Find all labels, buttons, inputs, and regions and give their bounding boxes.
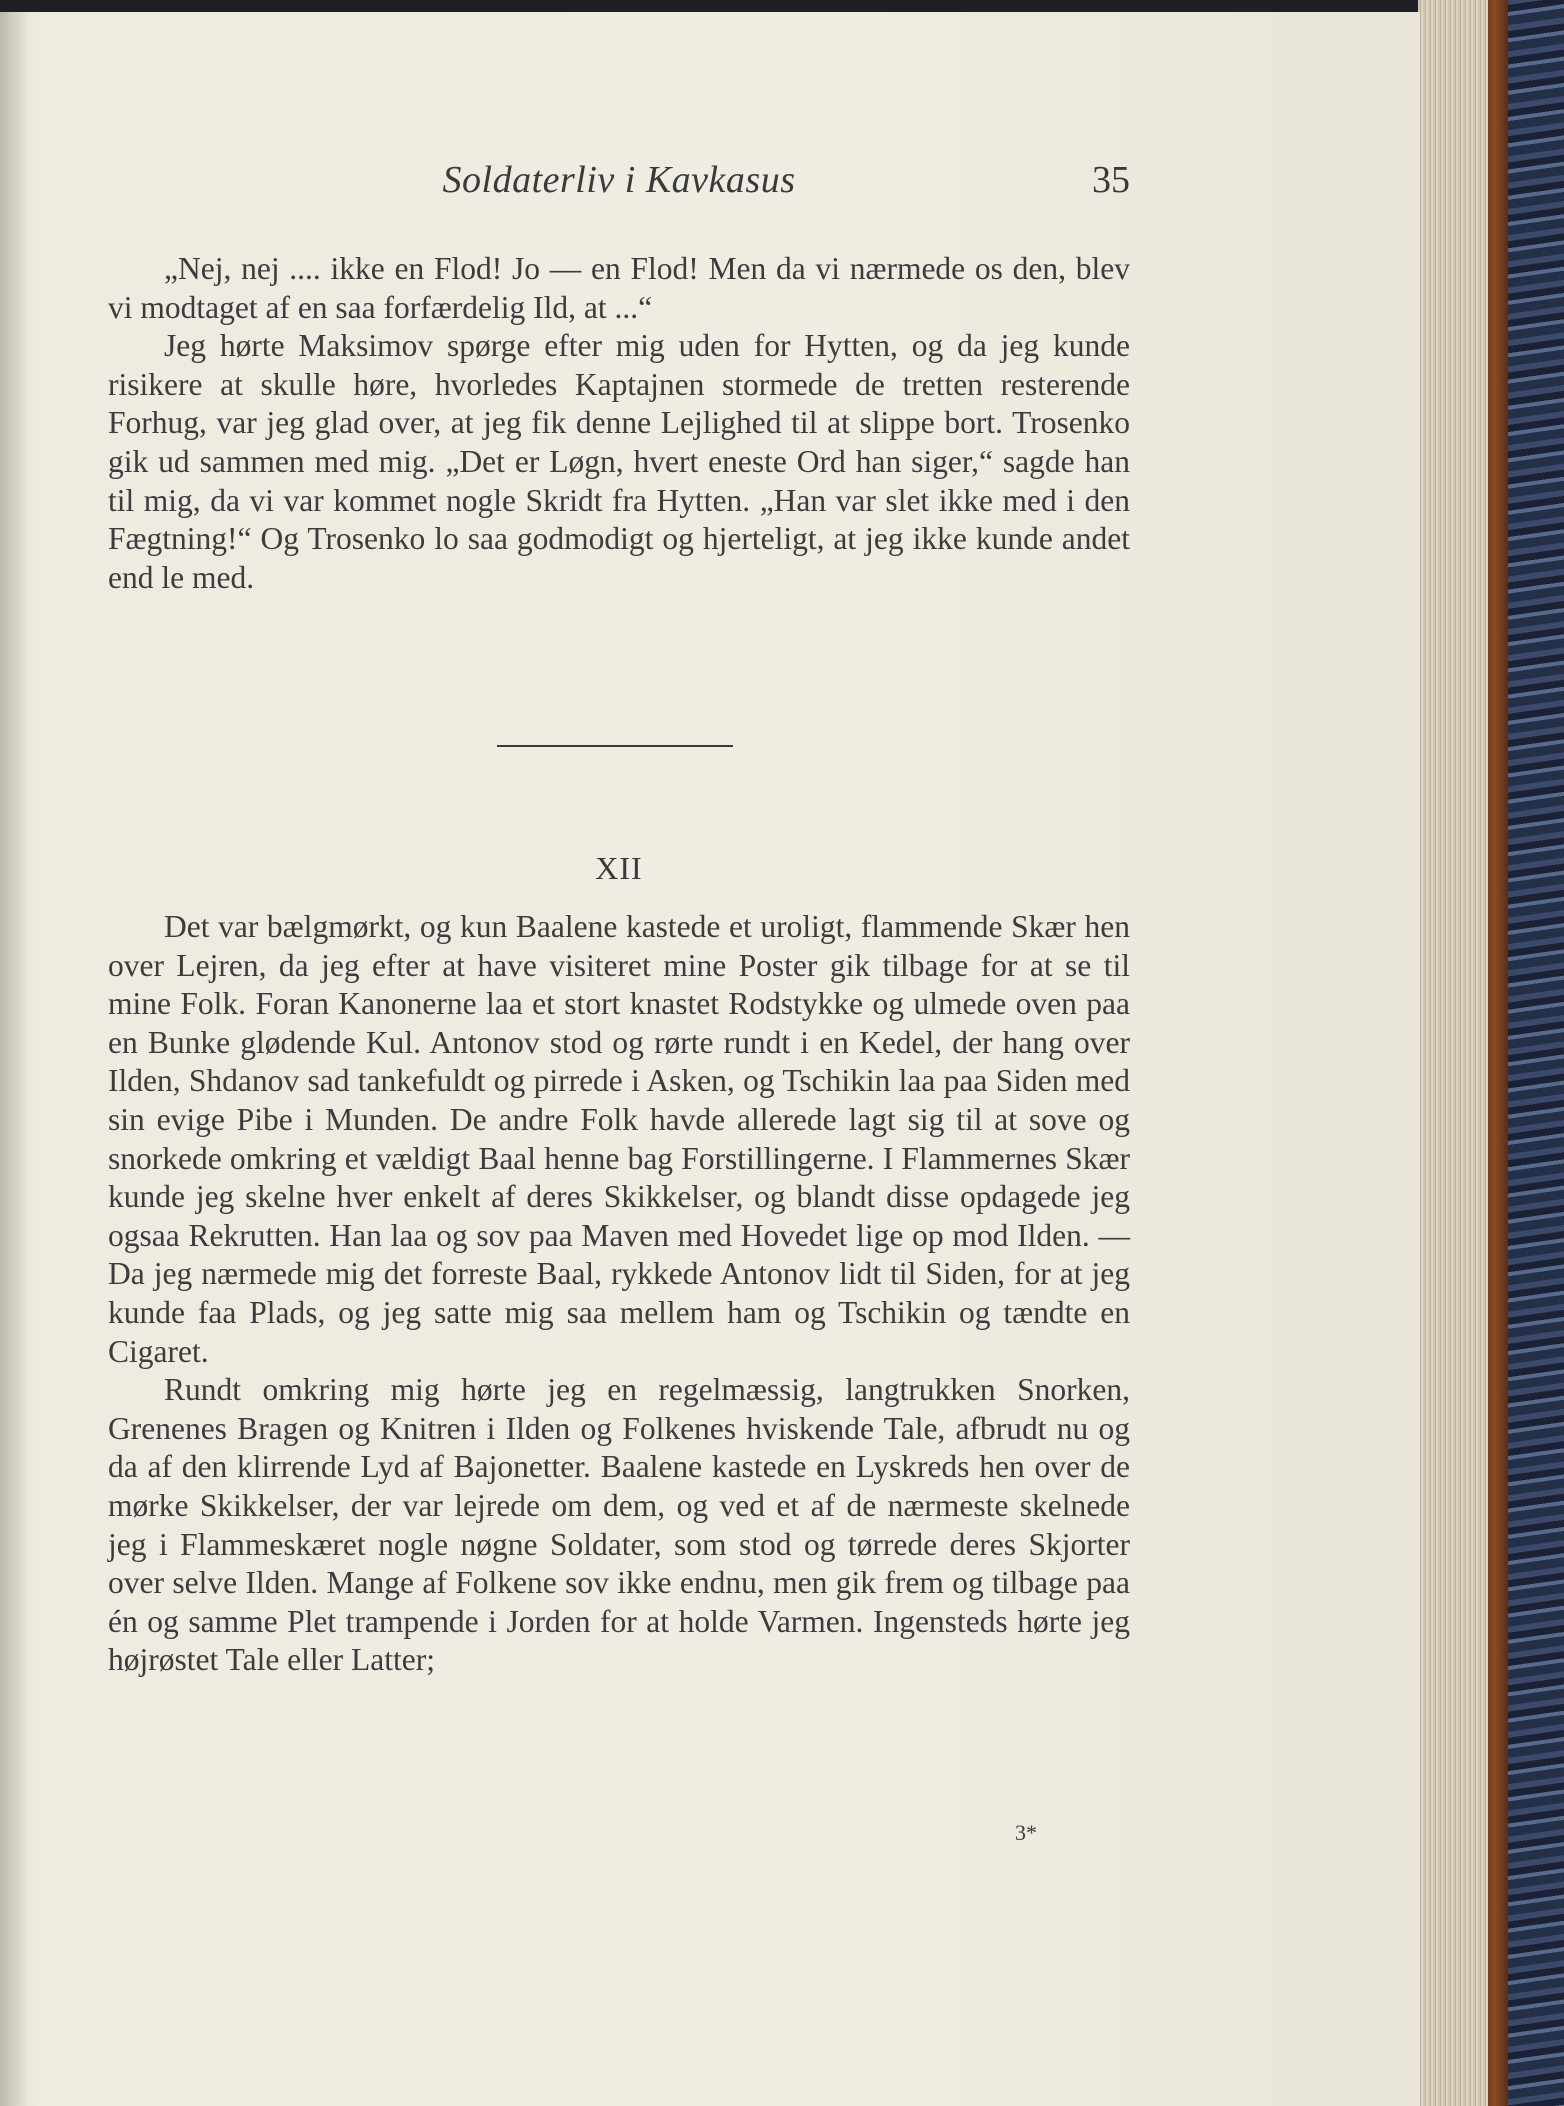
leather-spine-edge: [1486, 0, 1508, 2106]
paragraph: Rundt omkring mig hørte jeg en regelmæssig, langtrukken Snorken, Grenenes Bragen og Knitren i Ilden og Folkenes hviskende Tale, afbrudt nu og da af den klirrende Lyd af Bajonetter. Baalene kastede en Lyskreds hen over de mørke Skikkelser, der var lejrede om dem, og ved et af de nærmeste skelnede jeg i Flammeskæret nogle nøgne Soldater, som stod og tørrede deres Skjorter over selve Ilden. Mange af Folkene sov ikke endnu, men gik frem og tilbage paa én og samme Plet trampende i Jorden for at holde Varmen. Ingensteds hørte jeg højrøstet Tale eller Latter;: [108, 1372, 1130, 1678]
paragraph: Jeg hørte Maksimov spørge efter mig uden for Hytten, og da jeg kunde risikere at skulle høre, hvorledes Kaptajnen stormede de tretten resterende Forhug, var jeg glad over, at jeg fik denne Lejlighed til at slippe bort. Trosenko gik ud sammen med mig. „Det er Løgn, hvert eneste Ord han siger,“ sagde han til mig, da vi var kommet nogle Skridt fra Hytten. „Han var slet ikke med i den Fægtning!“ Og Trosenko lo saa godmodigt og hjerteligt, at jeg ikke kunde andet end le med.: [108, 328, 1130, 595]
gutter-shadow: [0, 12, 28, 2106]
paragraph: „Nej, nej .... ikke en Flod! Jo — en Flod! Men da vi nærmede os den, blev vi modtaget af en saa forfærdelig Ild, at ...“: [108, 251, 1130, 325]
page-block-edges: [1418, 0, 1488, 2106]
text-block-chapter: [108, 908, 1130, 1680]
paragraph: Det var bælgmørkt, og kun Baalene kastede et uroligt, flammende Skær hen over Lejren, da jeg efter at have visiteret mine Poster gik tilbage for at se til mine Folk. Foran Kanonerne laa et stort knastet Rodstykke og ulmede oven paa en Bunke glødende Kul. Antonov stod og rørte rundt i en Kedel, der hang over Ilden, Shdanov sad tankefuldt og pirrede i Asken, og Tschikin laa paa Siden med sin evige Pibe i Munden. De andre Folk havde allerede lagt sig til at sove og snorkede omkring et vældigt Baal henne bag Forstillingerne. I Flammernes Skær kunde jeg skelne hver enkelt af deres Skikkelser, og blandt disse opdagede jeg ogsaa Rekrutten. Han laa og sov paa Maven med Hovedet lige op mod Ilden. — Da jeg nærmede mig det forreste Baal, rykkede Antonov lidt til Siden, for at jeg kunde faa Plads, og jeg satte mig saa mellem ham og Tschikin og tændte en Cigaret.: [108, 909, 1130, 1369]
page-number: 35: [1092, 159, 1130, 201]
page-header: [108, 158, 1130, 208]
marbled-cover: [1500, 0, 1564, 2106]
running-title: Soldaterliv i Kavkasus: [442, 159, 796, 201]
chapter-heading: XII: [595, 850, 643, 886]
text-block-continuation: [108, 250, 1130, 597]
section-divider: [497, 745, 733, 747]
signature-mark: 3*: [1015, 1820, 1037, 1845]
